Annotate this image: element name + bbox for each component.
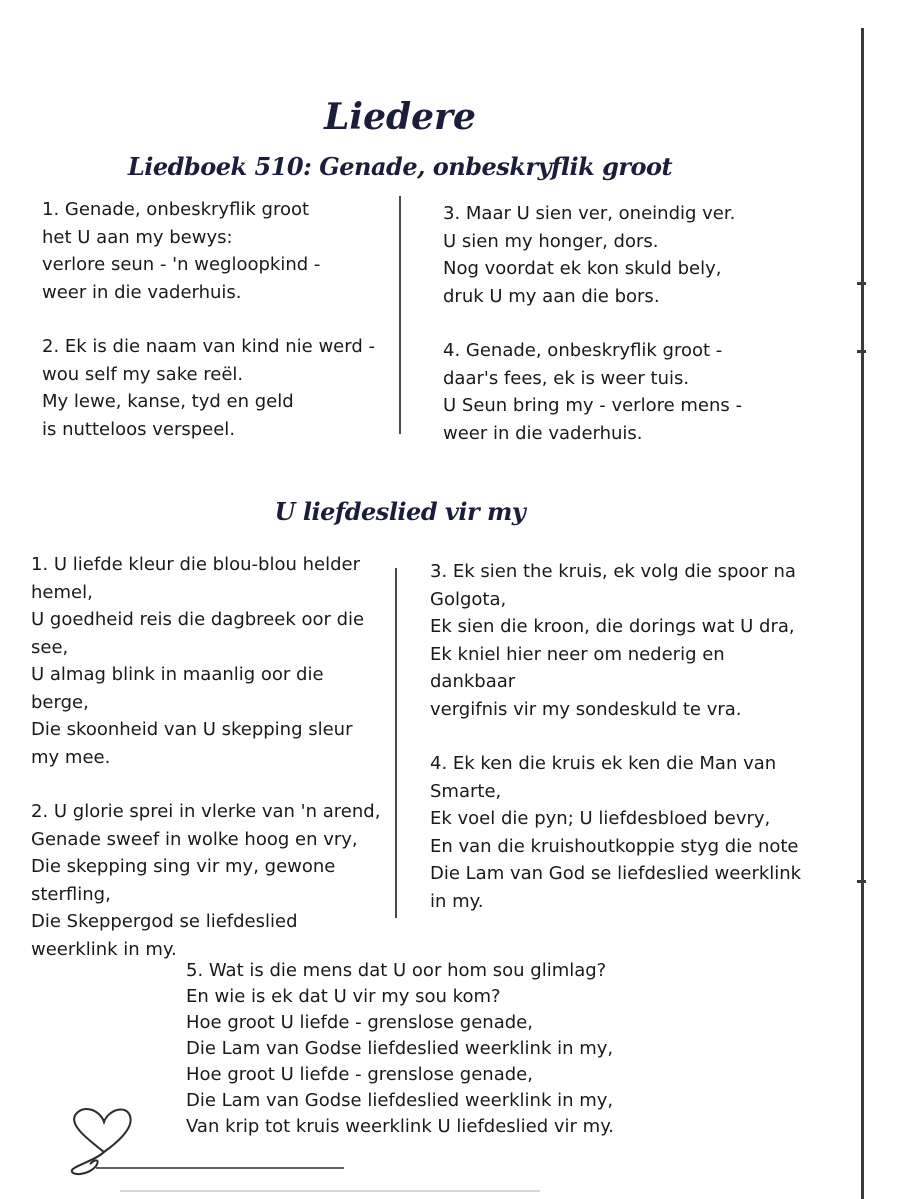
scan-artifact-line — [120, 1190, 540, 1192]
page-edge-line — [861, 28, 864, 1199]
column-divider — [399, 196, 401, 434]
page-edge-mark — [857, 282, 866, 285]
song2-verse-4: 4. Ek ken die kruis ek ken die Man van Smarte, Ek voel die pyn; U liefdesbloed bevry, En van die kruishoutkoppie styg die note Die Lam van God se liefdeslied weerklink in my. — [430, 753, 802, 912]
page-title: Liedere — [324, 96, 476, 138]
column-divider — [395, 568, 397, 918]
song2-verse-1: 1. U liefde kleur die blou-blou helder hemel, U goedheid reis die dagbreek oor die see, U almag blink in maanlig oor die berge, Die skoonheid van U skepping sleur my mee. — [31, 554, 365, 768]
song1-left-column — [42, 196, 392, 443]
song2-verse-5: 5. Wat is die mens dat U oor hom sou glimlag? En wie is ek dat U vir my sou kom? Hoe groot U liefde - grenslose genade, Die Lam van Godse liefdeslied weerklink in my, Hoe groot U liefde - grenslose genade, Die Lam van Godse liefdeslied weerklink in my, Van krip tot kruis weerklink U liefdeslied vir my. — [186, 960, 615, 1137]
song1-verse-2: 2. Ek is die naam van kind nie werd - wou self my sake reël. My lewe, kanse, tyd en geld is nutteloos verspeel. — [42, 336, 375, 440]
heart-icon — [66, 1104, 356, 1184]
song2-left-column — [31, 551, 393, 963]
page-edge-mark — [857, 350, 866, 353]
song1-title: Liedboek 510: Genade, onbeskryflik groot — [127, 152, 673, 181]
song2-right-column — [430, 558, 835, 915]
song2-title: U liefdeslied vir my — [274, 497, 526, 526]
song1-verse-4: 4. Genade, onbeskryflik groot - daar's fees, ek is weer tuis. U Seun bring my - verlore mens - weer in die vaderhuis. — [443, 340, 742, 444]
song1-verse-1: 1. Genade, onbeskryflik groot het U aan my bewys: verlore seun - 'n wegloopkind - weer in die vaderhuis. — [42, 199, 321, 303]
song1-right-column — [443, 200, 833, 447]
song2-verse-2: 2. U glorie sprei in vlerke van 'n arend, Genade sweef in wolke hoog en vry, Die skepping sing vir my, gewone sterfling, Die Skeppergod se liefdeslied weerklink in my. — [31, 801, 381, 960]
page-edge-mark — [857, 880, 866, 883]
song1-verse-3: 3. Maar U sien ver, oneindig ver. U sien my honger, dors. Nog voordat ek kon skuld bely, druk U my aan die bors. — [443, 203, 736, 307]
song2-verse-3: 3. Ek sien the kruis, ek volg die spoor na Golgota, Ek sien die kroon, die dorings wat U dra, Ek kniel hier neer om nederig en dankbaar vergifnis vir my sondeskuld te vra. — [430, 561, 796, 720]
